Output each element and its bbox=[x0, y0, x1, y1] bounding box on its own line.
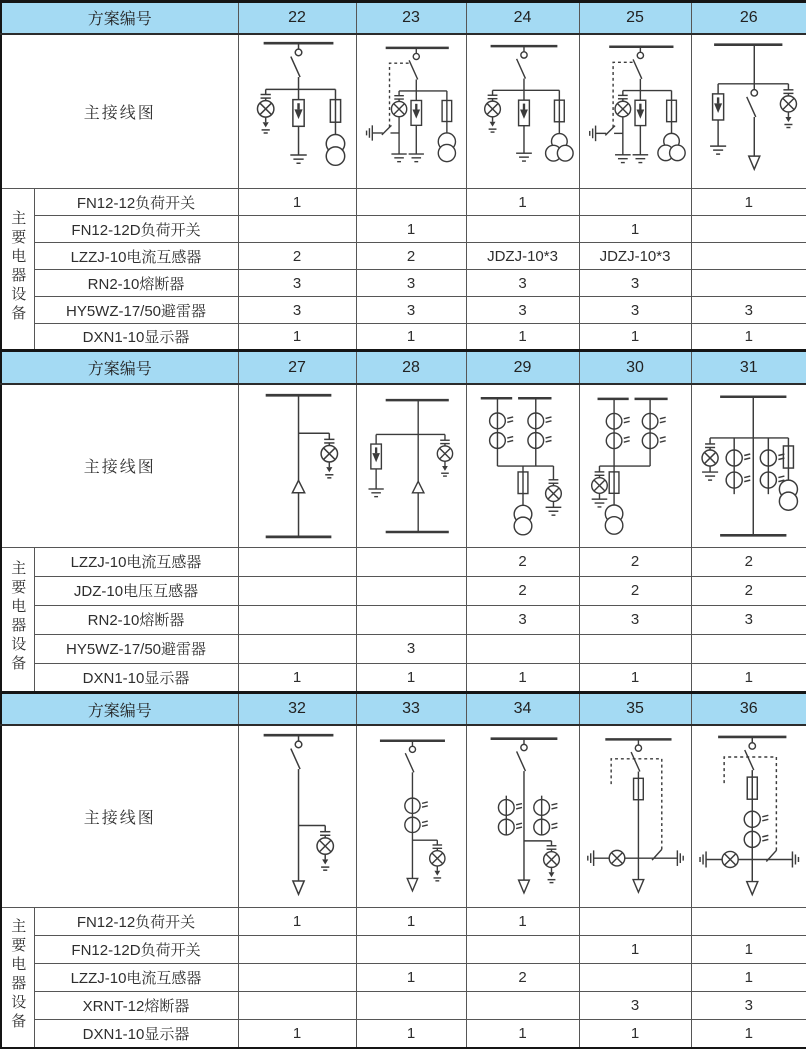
count-cell bbox=[356, 605, 466, 634]
scheme-number: 24 bbox=[466, 2, 579, 34]
display-lamp-icon bbox=[391, 101, 406, 116]
scheme-number: 36 bbox=[691, 692, 806, 725]
instrument-transformer-icon bbox=[726, 472, 750, 488]
equipment-group-label: 主要电器设备 bbox=[1, 547, 34, 692]
count-cell: 3 bbox=[466, 605, 579, 634]
equipment-name: RN2-10熔断器 bbox=[34, 270, 238, 297]
load-switch-icon bbox=[290, 736, 301, 770]
count-cell: 3 bbox=[691, 992, 806, 1020]
count-cell bbox=[238, 992, 356, 1020]
ground-icon bbox=[545, 507, 561, 515]
interlock-dashed-line bbox=[724, 758, 776, 854]
count-cell bbox=[356, 189, 466, 216]
count-cell: 2 bbox=[466, 547, 579, 576]
count-cell bbox=[238, 964, 356, 992]
display-lamp-icon bbox=[591, 478, 607, 494]
display-lamp-icon bbox=[484, 101, 500, 132]
count-cell bbox=[691, 270, 806, 297]
count-cell: 2 bbox=[691, 576, 806, 605]
count-cell: 2 bbox=[238, 243, 356, 270]
transformer-3-icon bbox=[657, 133, 684, 160]
instrument-transformer-icon bbox=[533, 820, 557, 836]
display-lamp-icon bbox=[545, 486, 561, 502]
diagram-row-label: 主接线图 bbox=[1, 725, 238, 907]
instrument-transformer-icon bbox=[606, 433, 629, 449]
count-cell: 1 bbox=[691, 1020, 806, 1048]
earth-icon bbox=[700, 852, 706, 868]
count-cell: 3 bbox=[238, 270, 356, 297]
count-cell: 1 bbox=[691, 189, 806, 216]
diagram-scheme-35 bbox=[580, 727, 691, 906]
diagram-scheme-25 bbox=[580, 36, 691, 188]
count-cell bbox=[691, 908, 806, 936]
display-lamp-icon bbox=[722, 852, 738, 868]
scheme-number: 29 bbox=[466, 351, 579, 384]
instrument-transformer-icon bbox=[642, 433, 665, 449]
count-cell: 3 bbox=[579, 992, 691, 1020]
count-cell: 1 bbox=[356, 964, 466, 992]
count-cell: 1 bbox=[356, 324, 466, 351]
instrument-transformer-icon bbox=[726, 450, 750, 466]
arrester-icon bbox=[712, 93, 723, 119]
scheme-number: 26 bbox=[691, 2, 806, 34]
count-cell bbox=[579, 908, 691, 936]
earth-icon bbox=[677, 851, 683, 867]
count-cell: 1 bbox=[466, 663, 579, 692]
feeder-arrow-icon bbox=[748, 156, 759, 169]
ground-icon bbox=[290, 155, 306, 163]
ground-icon bbox=[632, 154, 648, 162]
count-cell: 1 bbox=[579, 936, 691, 964]
display-lamp-icon bbox=[615, 101, 631, 117]
count-cell: 1 bbox=[579, 324, 691, 351]
equipment-name: RN2-10熔断器 bbox=[34, 605, 238, 634]
load-switch-icon bbox=[409, 47, 419, 79]
count-cell: 3 bbox=[466, 270, 579, 297]
ground-icon bbox=[391, 154, 406, 162]
arrester-icon bbox=[411, 100, 422, 125]
earth-icon bbox=[589, 125, 595, 141]
current-transformer-icon bbox=[404, 818, 427, 833]
load-switch-icon bbox=[744, 737, 755, 770]
display-lamp-icon bbox=[321, 445, 337, 477]
count-cell: JDZJ-10*3 bbox=[579, 243, 691, 270]
equipment-name: LZZJ-10电流互感器 bbox=[34, 547, 238, 576]
arrester-icon bbox=[635, 100, 646, 125]
diagram-row-label: 主接线图 bbox=[1, 34, 238, 189]
count-cell: 3 bbox=[579, 270, 691, 297]
count-cell: 1 bbox=[691, 936, 806, 964]
count-cell bbox=[238, 216, 356, 243]
diagram-scheme-27 bbox=[239, 386, 356, 546]
load-switch-icon bbox=[516, 46, 527, 78]
load-switch-icon bbox=[633, 46, 643, 78]
scheme-number: 33 bbox=[356, 692, 466, 725]
transformer-icon bbox=[514, 505, 532, 534]
count-cell: 3 bbox=[356, 634, 466, 663]
display-lamp-icon bbox=[609, 851, 625, 867]
earth-icon bbox=[366, 125, 372, 140]
current-transformer-icon bbox=[744, 812, 768, 828]
instrument-transformer-icon bbox=[606, 413, 629, 429]
count-cell: 1 bbox=[356, 663, 466, 692]
current-transformer-icon bbox=[404, 799, 427, 814]
scheme-number: 32 bbox=[238, 692, 356, 725]
diagram-scheme-28 bbox=[357, 386, 466, 546]
load-switch-icon bbox=[746, 83, 757, 116]
instrument-transformer-icon bbox=[760, 450, 784, 466]
diagram-scheme-34 bbox=[467, 727, 579, 906]
scheme-number: 25 bbox=[579, 2, 691, 34]
section2-header-row bbox=[1, 351, 806, 384]
count-cell: 3 bbox=[356, 297, 466, 324]
equipment-name: XRNT-12熔断器 bbox=[34, 992, 238, 1020]
count-cell bbox=[238, 605, 356, 634]
instrument-transformer-icon bbox=[498, 820, 522, 836]
count-cell bbox=[466, 634, 579, 663]
count-cell: 2 bbox=[579, 547, 691, 576]
count-cell bbox=[579, 189, 691, 216]
equipment-name: FN12-12负荷开关 bbox=[34, 189, 238, 216]
load-switch-icon bbox=[631, 740, 641, 772]
scheme-number: 30 bbox=[579, 351, 691, 384]
count-cell bbox=[238, 576, 356, 605]
feeder-arrow-icon bbox=[292, 881, 303, 894]
count-cell: 1 bbox=[691, 964, 806, 992]
display-lamp-icon bbox=[429, 851, 444, 881]
scheme-number: 27 bbox=[238, 351, 356, 384]
equipment-name: LZZJ-10电流互感器 bbox=[34, 964, 238, 992]
scheme-number: 22 bbox=[238, 2, 356, 34]
count-cell: 1 bbox=[466, 189, 579, 216]
count-cell: 1 bbox=[466, 324, 579, 351]
equipment-group-label: 主要电器设备 bbox=[1, 189, 34, 351]
diagram-row-label: 主接线图 bbox=[1, 384, 238, 548]
diagram-scheme-30 bbox=[580, 386, 691, 546]
equipment-name: FN12-12负荷开关 bbox=[34, 908, 238, 936]
count-cell: 2 bbox=[356, 243, 466, 270]
count-cell: 2 bbox=[691, 547, 806, 576]
diagram-scheme-23 bbox=[357, 36, 466, 188]
ground-icon bbox=[368, 489, 383, 497]
count-cell: 1 bbox=[579, 216, 691, 243]
count-cell bbox=[466, 936, 579, 964]
count-cell: 2 bbox=[579, 576, 691, 605]
count-cell: 1 bbox=[466, 1020, 579, 1048]
count-cell: 1 bbox=[238, 908, 356, 936]
interlock-dashed-line bbox=[611, 759, 662, 852]
count-cell: 1 bbox=[356, 908, 466, 936]
diagram-scheme-24 bbox=[467, 36, 579, 188]
count-cell: 3 bbox=[579, 297, 691, 324]
transformer-3-icon bbox=[545, 133, 573, 161]
scheme-number-header: 方案编号 bbox=[1, 2, 238, 34]
count-cell bbox=[238, 634, 356, 663]
equipment-name: DXN1-10显示器 bbox=[34, 1020, 238, 1048]
earthing-switch-blade bbox=[381, 125, 391, 135]
feeder-arrow-icon bbox=[746, 882, 757, 895]
delta-icon bbox=[292, 480, 304, 492]
scheme-number: 23 bbox=[356, 2, 466, 34]
display-lamp-icon bbox=[317, 838, 333, 870]
load-switch-icon bbox=[516, 739, 527, 771]
count-cell bbox=[691, 243, 806, 270]
feeder-arrow-icon bbox=[633, 880, 644, 893]
transformer-icon bbox=[438, 132, 455, 161]
count-cell: JDZJ-10*3 bbox=[466, 243, 579, 270]
section1-header-row bbox=[1, 2, 806, 34]
equipment-name: JDZ-10电压互感器 bbox=[34, 576, 238, 605]
diagram-scheme-31 bbox=[692, 386, 806, 546]
count-cell bbox=[356, 576, 466, 605]
feeder-arrow-icon bbox=[407, 879, 418, 891]
section2-diagram-row bbox=[1, 384, 806, 548]
arrester-icon bbox=[370, 444, 381, 469]
diagram-scheme-32 bbox=[239, 727, 356, 906]
earth-icon bbox=[587, 851, 593, 867]
earthing-switch-blade bbox=[605, 125, 615, 135]
delta-icon bbox=[412, 481, 423, 492]
instrument-transformer-icon bbox=[489, 433, 513, 449]
count-cell bbox=[356, 936, 466, 964]
ground-icon bbox=[591, 499, 607, 507]
section1-diagram-row bbox=[1, 34, 806, 189]
equipment-name: DXN1-10显示器 bbox=[34, 324, 238, 351]
count-cell bbox=[466, 992, 579, 1020]
arrester-icon bbox=[518, 100, 529, 126]
scheme-number: 34 bbox=[466, 692, 579, 725]
count-cell: 3 bbox=[691, 297, 806, 324]
count-cell: 2 bbox=[466, 576, 579, 605]
equipment-group-label: 主要电器设备 bbox=[1, 908, 34, 1048]
count-cell: 2 bbox=[466, 964, 579, 992]
count-cell bbox=[691, 216, 806, 243]
count-cell: 3 bbox=[579, 605, 691, 634]
diagram-scheme-22 bbox=[239, 36, 356, 188]
instrument-transformer-icon bbox=[642, 413, 665, 429]
earth-icon bbox=[792, 852, 798, 868]
count-cell: 1 bbox=[579, 1020, 691, 1048]
count-cell: 1 bbox=[238, 663, 356, 692]
count-cell: 1 bbox=[238, 1020, 356, 1048]
ground-icon bbox=[615, 154, 631, 162]
equipment-name: HY5WZ-17/50避雷器 bbox=[34, 297, 238, 324]
equipment-name: FN12-12D负荷开关 bbox=[34, 936, 238, 964]
ground-icon bbox=[702, 472, 718, 480]
section3-diagram-row bbox=[1, 725, 806, 907]
display-lamp-icon bbox=[702, 450, 718, 466]
equipment-name: DXN1-10显示器 bbox=[34, 663, 238, 692]
equipment-name: HY5WZ-17/50避雷器 bbox=[34, 634, 238, 663]
current-transformer-icon bbox=[744, 832, 768, 848]
count-cell bbox=[691, 634, 806, 663]
count-cell: 3 bbox=[238, 297, 356, 324]
ground-icon bbox=[516, 153, 532, 161]
count-cell: 1 bbox=[466, 908, 579, 936]
scheme-number-header: 方案编号 bbox=[1, 692, 238, 725]
count-cell bbox=[466, 216, 579, 243]
count-cell bbox=[356, 992, 466, 1020]
display-lamp-icon bbox=[257, 100, 273, 132]
count-cell: 1 bbox=[356, 1020, 466, 1048]
load-switch-icon bbox=[405, 741, 415, 773]
instrument-transformer-icon bbox=[527, 413, 551, 429]
count-cell bbox=[579, 964, 691, 992]
display-lamp-icon bbox=[437, 446, 452, 476]
display-lamp-icon bbox=[780, 95, 796, 127]
count-cell: 1 bbox=[691, 324, 806, 351]
scheme-number: 35 bbox=[579, 692, 691, 725]
equipment-name: LZZJ-10电流互感器 bbox=[34, 243, 238, 270]
count-cell bbox=[238, 547, 356, 576]
diagram-scheme-26 bbox=[692, 36, 806, 188]
count-cell: 3 bbox=[466, 297, 579, 324]
count-cell: 1 bbox=[238, 189, 356, 216]
scheme-number-header: 方案编号 bbox=[1, 351, 238, 384]
count-cell: 3 bbox=[691, 605, 806, 634]
ground-icon bbox=[408, 154, 423, 162]
instrument-transformer-icon bbox=[498, 800, 522, 816]
instrument-transformer-icon bbox=[533, 800, 557, 816]
instrument-transformer-icon bbox=[489, 413, 513, 429]
feeder-arrow-icon bbox=[518, 881, 529, 894]
count-cell bbox=[579, 634, 691, 663]
ground-icon bbox=[710, 146, 726, 154]
count-cell: 1 bbox=[579, 663, 691, 692]
diagram-scheme-36 bbox=[692, 727, 806, 906]
diagram-scheme-33 bbox=[357, 727, 466, 906]
transformer-icon bbox=[605, 505, 623, 534]
count-cell: 1 bbox=[356, 216, 466, 243]
section3-header-row bbox=[1, 692, 806, 725]
count-cell: 1 bbox=[691, 663, 806, 692]
load-switch-icon bbox=[290, 43, 301, 77]
transformer-icon bbox=[326, 134, 344, 165]
display-lamp-icon bbox=[543, 852, 559, 883]
instrument-transformer-icon bbox=[527, 433, 551, 449]
arrester-icon bbox=[292, 99, 303, 126]
count-cell bbox=[238, 936, 356, 964]
scheme-number: 31 bbox=[691, 351, 806, 384]
transformer-icon bbox=[779, 480, 797, 510]
scheme-number: 28 bbox=[356, 351, 466, 384]
diagram-scheme-29 bbox=[467, 386, 579, 546]
count-cell: 3 bbox=[356, 270, 466, 297]
count-cell: 1 bbox=[238, 324, 356, 351]
equipment-name: FN12-12D负荷开关 bbox=[34, 216, 238, 243]
count-cell bbox=[356, 547, 466, 576]
